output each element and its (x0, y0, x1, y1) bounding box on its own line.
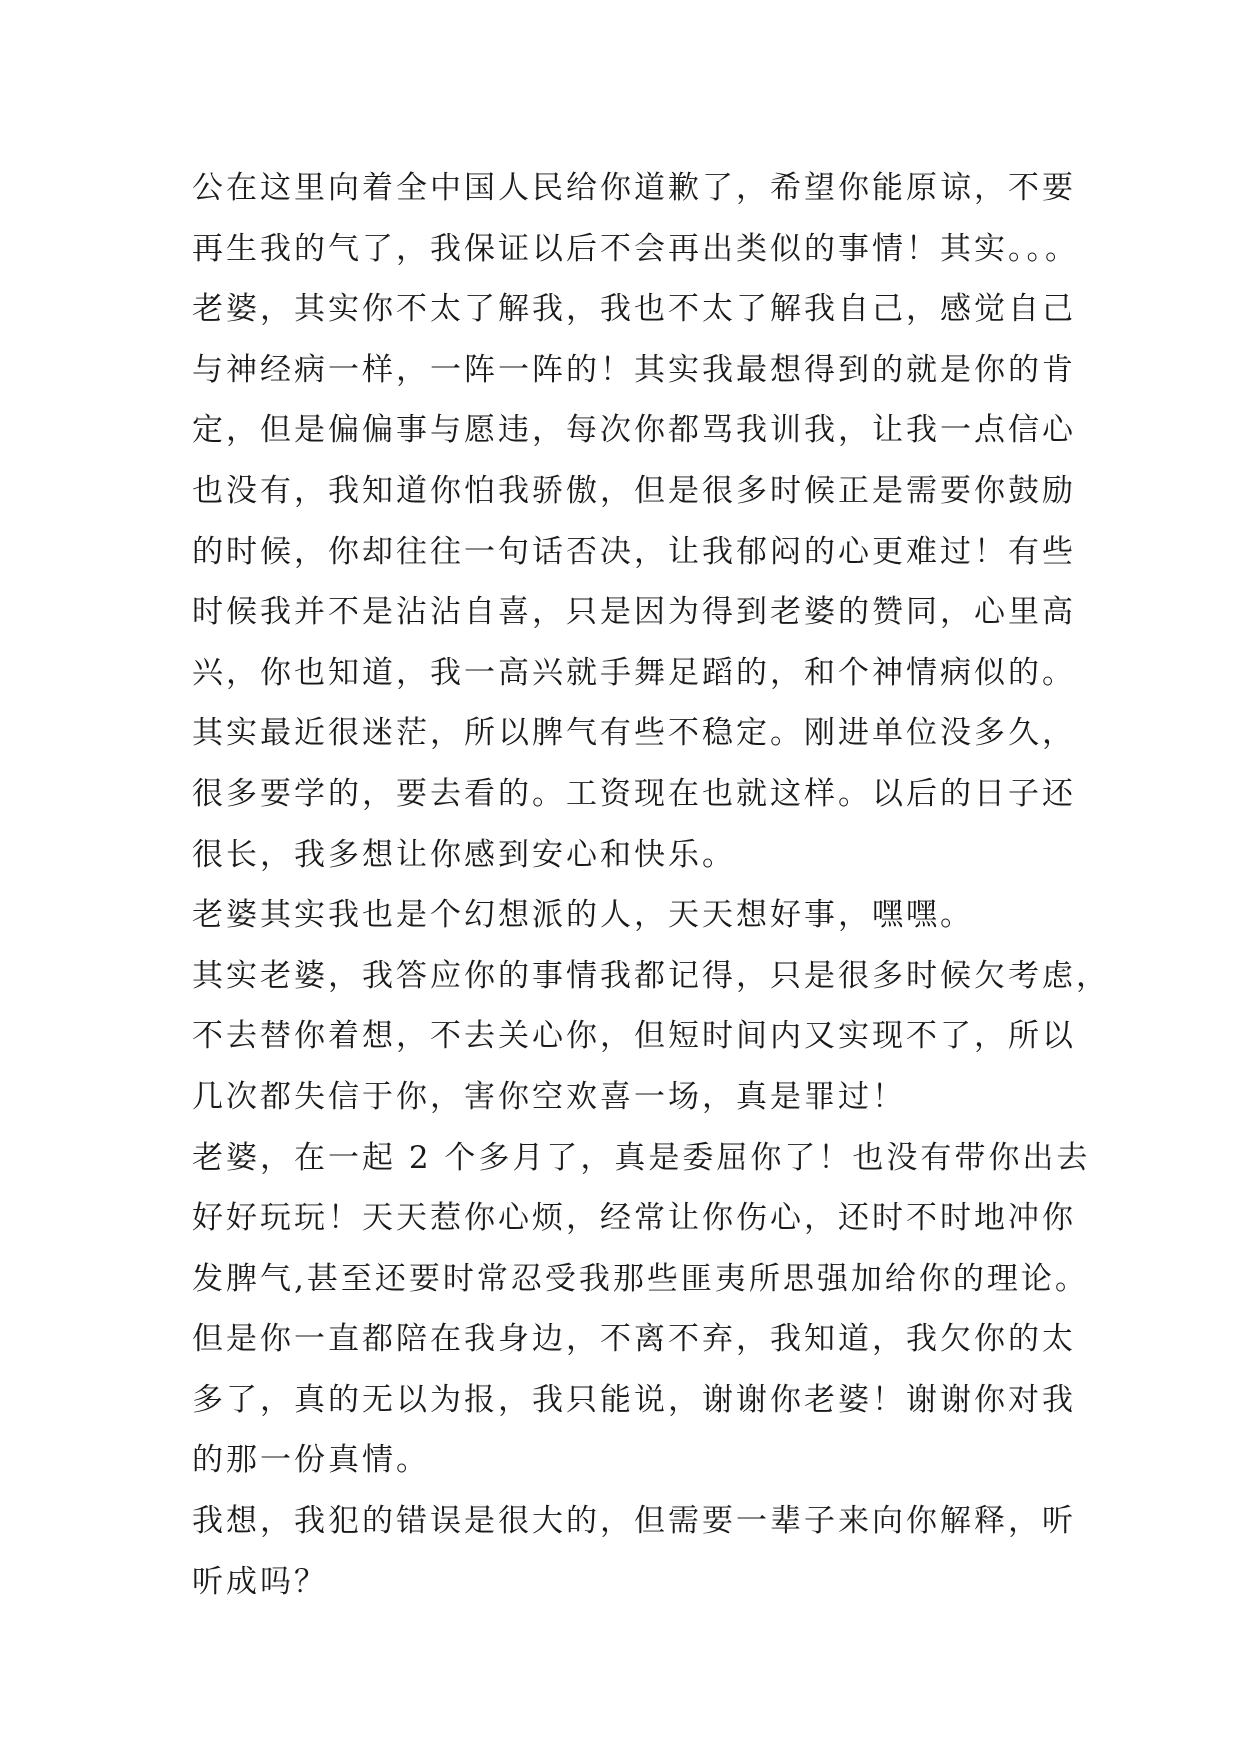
text-line: 我想，我犯的错误是很大的，但需要一辈子来向你解释，听 (192, 1503, 1076, 1540)
text-line: 的时候，你却往往一句话否决，让我郁闷的心更难过！有些 (192, 533, 1076, 570)
text-line: 多了，真的无以为报，我只能说，谢谢你老婆！谢谢你对我 (192, 1381, 1076, 1418)
text-line: 兴，你也知道，我一高兴就手舞足蹈的，和个神情病似的。 (192, 654, 1076, 691)
text-line: 时候我并不是沾沾自喜，只是因为得到老婆的赞同，心里高 (192, 594, 1076, 631)
text-line: 其实老婆，我答应你的事情我都记得，只是很多时候欠考虑， (192, 957, 1110, 994)
text-line: 但是你一直都陪在我身边，不离不弃，我知道，我欠你的太 (192, 1321, 1076, 1358)
text-line: 好好玩玩！天天惹你心烦，经常让你伤心，还时不时地冲你 (192, 1200, 1076, 1237)
text-line: 公在这里向着全中国人民给你道歉了，希望你能原谅，不要 (192, 170, 1076, 206)
body-text (192, 158, 1110, 1612)
text-line: 的那一份真情。 (192, 1442, 430, 1479)
text-line: 定，但是偏偏事与愿违，每次你都骂我训我，让我一点信心 (192, 412, 1076, 449)
text-line: 很多要学的，要去看的。工资现在也就这样。以后的日子还 (192, 775, 1076, 812)
text-line: 发脾气,甚至还要时常忍受我那些匪夷所思强加给你的理论。 (192, 1260, 1089, 1297)
text-line: 老婆，其实你不太了解我，我也不太了解我自己，感觉自己 (192, 291, 1076, 328)
text-line: 也没有，我知道你怕我骄傲，但是很多时候正是需要你鼓励 (192, 472, 1076, 509)
text-line: 老婆其实我也是个幻想派的人，天天想好事，嘿嘿。 (192, 897, 974, 934)
text-line: 不去替你着想，不去关心你，但短时间内又实现不了，所以 (192, 1018, 1076, 1055)
text-line: 其实最近很迷茫，所以脾气有些不稳定。刚进单位没多久， (192, 715, 1076, 752)
text-line: 听成吗？ (192, 1563, 328, 1600)
text-line: 几次都失信于你，害你空欢喜一场，真是罪过！ (192, 1078, 906, 1115)
text-line: 老婆，在一起 2 个多月了，真是委屈你了！也没有带你出去 (192, 1139, 1091, 1176)
text-line: 很长，我多想让你感到安心和快乐。 (192, 836, 736, 873)
text-line: 与神经病一样，一阵一阵的！其实我最想得到的就是你的肯 (192, 351, 1076, 388)
text-line: 再生我的气了，我保证以后不会再出类似的事情！其实。。。 (192, 230, 1079, 267)
